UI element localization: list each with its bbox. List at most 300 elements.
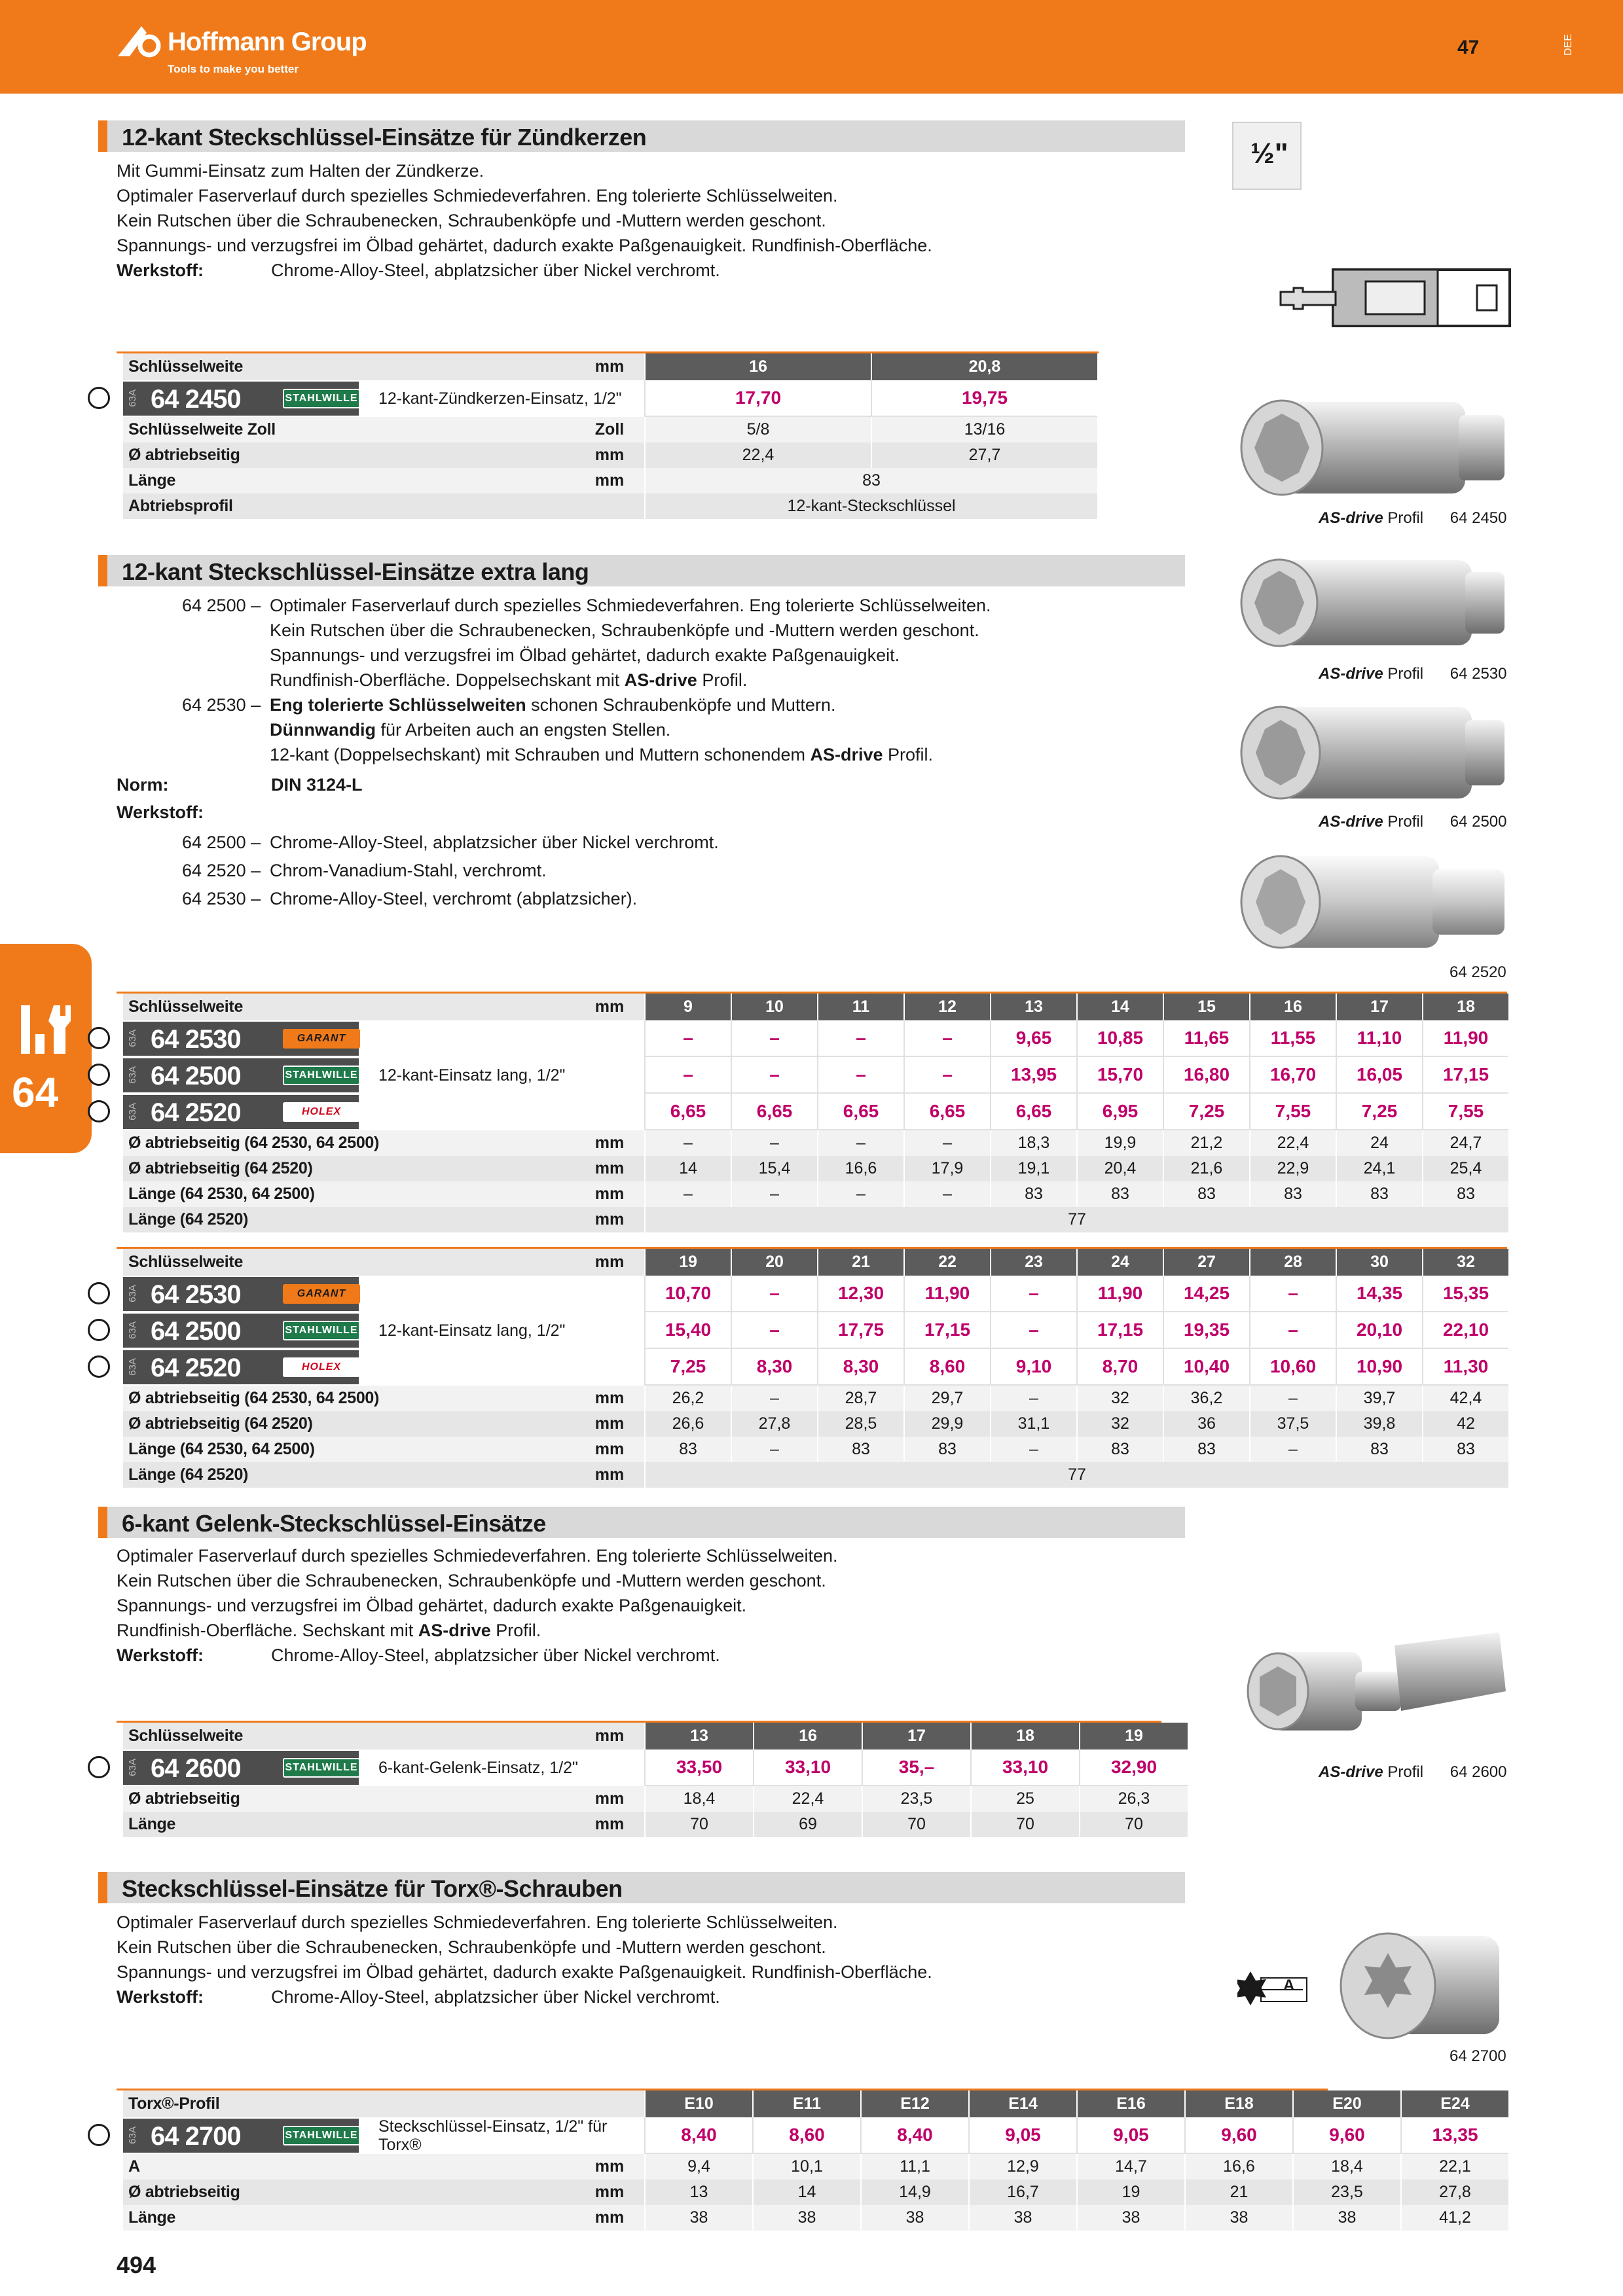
spec-unit: mm (575, 2205, 644, 2231)
select-radio[interactable] (88, 1064, 110, 1086)
caption-642600 (1319, 1763, 1507, 1782)
price-cell[interactable]: – (731, 1020, 817, 1057)
price-cell[interactable]: 33,10 (970, 1749, 1079, 1786)
spec-value: 42 (1422, 1411, 1508, 1437)
spec-label: Länge (64 2520) (123, 1207, 575, 1232)
spec-value: 18,4 (644, 1786, 753, 1812)
table-header-row (117, 994, 1507, 1020)
spec-value: 24 (1336, 1130, 1422, 1156)
price-cell[interactable]: 15,70 (1076, 1057, 1163, 1094)
s4-description (117, 1910, 932, 2009)
price-cell[interactable]: – (1249, 1312, 1336, 1349)
product-description: 12-kant-Einsatz lang, 1/2" (378, 1066, 566, 1085)
spec-row (117, 1156, 1507, 1181)
product-row[interactable] (117, 1349, 1507, 1386)
spark-plug-socket-drawing (1274, 262, 1515, 334)
caption-article-number: 64 2600 (1450, 1763, 1507, 1781)
spec-unit: mm (575, 1462, 644, 1488)
spec-label: Ø abtriebseitig (64 2520) (123, 1411, 575, 1437)
article-number-box (123, 2119, 359, 2153)
spec-unit (575, 493, 644, 519)
drive-size: ½" (1250, 137, 1288, 170)
logo-text: Hoffmann Group (168, 27, 367, 56)
price-cell[interactable]: 17,15 (1422, 1057, 1508, 1094)
note-text: Chrome-Alloy-Steel, abplatzsicher über Nickel verchromt. (270, 833, 719, 852)
language-code: DEE (1563, 34, 1574, 56)
spec-value: 83 (903, 1437, 990, 1462)
price-cell[interactable]: – (1249, 1276, 1336, 1312)
price-cell[interactable]: 8,30 (731, 1349, 817, 1386)
size-header: 30 (1336, 1249, 1422, 1276)
size-header: 16 (1249, 994, 1336, 1020)
price-cell[interactable]: 20,10 (1336, 1312, 1422, 1349)
s2-note-642500 (182, 593, 991, 618)
spec-value: – (1249, 1437, 1336, 1462)
price-cell[interactable]: – (644, 1020, 731, 1057)
spec-value: 83 (644, 468, 1097, 493)
spec-value: 16,6 (817, 1156, 903, 1181)
brand-logo: STAHLWILLE (283, 1758, 360, 1778)
spec-row (117, 1786, 1161, 1812)
spec-label: Ø abtriebseitig (64 2530, 64 2500) (123, 1130, 575, 1156)
spec-row (117, 1812, 1161, 1837)
brand-logo: GARANT (283, 1284, 360, 1304)
spec-value: 28,5 (817, 1411, 903, 1437)
spec-value: 24,7 (1422, 1130, 1508, 1156)
price-cell[interactable]: 14,25 (1163, 1276, 1249, 1312)
header-unit: mm (575, 353, 644, 380)
spec-value: 83 (1076, 1437, 1163, 1462)
torx-profile-icon (1237, 1967, 1309, 2013)
spec-row (117, 1207, 1507, 1232)
socket-image-642450 (1236, 395, 1511, 500)
price-cell[interactable]: 33,10 (753, 1749, 862, 1786)
note-number: 64 2500 – (182, 596, 261, 615)
spec-row (117, 2179, 1471, 2205)
spec-value: – (903, 1130, 990, 1156)
werkstoff-item (182, 858, 719, 883)
price-cell[interactable]: 16,70 (1249, 1057, 1336, 1094)
note-text: Chrome-Alloy-Steel, verchromt (abplatzsicher). (270, 889, 638, 908)
spec-value: 23,5 (862, 1786, 970, 1812)
price-cell[interactable]: 6,65 (817, 1094, 903, 1130)
product-description: 6-kant-Gelenk-Einsatz, 1/2" (378, 1759, 578, 1777)
spec-unit: mm (575, 2154, 644, 2179)
torx-socket-image (1336, 1927, 1506, 2045)
price-cell[interactable]: 10,90 (1336, 1349, 1422, 1386)
price-cell[interactable]: 16,05 (1336, 1057, 1422, 1094)
price-cell[interactable]: – (644, 1057, 731, 1094)
spec-label: Länge (123, 468, 575, 493)
price-cell[interactable]: 6,65 (644, 1094, 731, 1130)
s1-line: Mit Gummi-Einsatz zum Halten der Zündkerze. (117, 161, 484, 181)
price-cell[interactable]: 7,25 (1336, 1094, 1422, 1130)
spec-row (117, 493, 1099, 519)
price-cell[interactable]: 17,75 (817, 1312, 903, 1349)
note-number: 64 2530 – (182, 889, 261, 908)
caption-642500 (1319, 813, 1507, 831)
price-cell[interactable]: 16,80 (1163, 1057, 1249, 1094)
spec-unit: mm (575, 1207, 644, 1232)
spec-value: 77 (644, 1462, 1508, 1488)
size-header: E10 (644, 2090, 752, 2117)
spec-row (117, 2205, 1471, 2231)
norm-value: DIN 3124-L (271, 775, 363, 795)
spec-value: 12-kant-Steckschlüssel (644, 493, 1097, 519)
s1-line: Kein Rutschen über die Schraubenecken, Schraubenköpfe und -Muttern werden geschont. (117, 211, 826, 230)
select-radio[interactable] (88, 1319, 110, 1341)
spec-value: 26,3 (1079, 1786, 1188, 1812)
spec-label: Ø abtriebseitig (123, 2179, 575, 2205)
price-cell[interactable]: 11,90 (1076, 1276, 1163, 1312)
price-cell[interactable]: 7,55 (1422, 1094, 1508, 1130)
product-row[interactable] (117, 1276, 1507, 1312)
price-cell[interactable]: 13,95 (990, 1057, 1076, 1094)
spec-unit: mm (575, 1812, 644, 1837)
caption-642450 (1319, 509, 1507, 528)
table-extra-lang-a (117, 994, 1507, 1232)
spec-value: 83 (817, 1437, 903, 1462)
logo-tagline: Tools to make you better (168, 63, 299, 75)
note-bold: Dünnwandig (270, 720, 376, 740)
size-header: E12 (860, 2090, 968, 2117)
price-cell[interactable]: 9,05 (1076, 2117, 1184, 2154)
price-cell[interactable]: 8,70 (1076, 1349, 1163, 1386)
spec-value: 83 (1336, 1181, 1422, 1207)
size-header: 9 (644, 994, 731, 1020)
size-header: 18 (1422, 994, 1508, 1020)
select-radio[interactable] (88, 1027, 110, 1049)
drive-size-box (1232, 122, 1302, 190)
spec-row (117, 417, 1099, 442)
spec-unit: mm (575, 1437, 644, 1462)
price-cell[interactable]: 11,90 (903, 1276, 990, 1312)
price-cell[interactable]: 9,65 (990, 1020, 1076, 1057)
price-cell[interactable]: 11,30 (1422, 1349, 1508, 1386)
spec-value: 26,6 (644, 1411, 731, 1437)
price-cell[interactable]: 11,55 (1249, 1020, 1336, 1057)
price-cell[interactable]: 19,35 (1163, 1312, 1249, 1349)
price-cell[interactable]: – (731, 1312, 817, 1349)
header-label: Schlüsselweite (123, 1723, 575, 1749)
header-label: Schlüsselweite (123, 1249, 575, 1276)
spec-value: – (731, 1437, 817, 1462)
spec-label: Länge (64 2520) (123, 1462, 575, 1488)
note-text: Kein Rutschen über die Schraubenecken, Schraubenköpfe und -Muttern werden geschont. (270, 620, 979, 640)
size-header: 19 (1079, 1723, 1188, 1749)
ga-code: 63A (127, 1759, 138, 1776)
price-cell[interactable]: 8,60 (752, 2117, 860, 2154)
price-cell[interactable]: 7,25 (644, 1349, 731, 1386)
size-header: E16 (1076, 2090, 1184, 2117)
price-cell[interactable]: 8,30 (817, 1349, 903, 1386)
ga-code: 63A (127, 1103, 138, 1121)
table-torx (117, 2090, 1478, 2231)
article-number: 64 2530 (151, 1280, 241, 1309)
s2-werkstoff-label: Werkstoff: (117, 802, 204, 822)
spec-value: 39,7 (1336, 1386, 1422, 1411)
s4-line: Optimaler Faserverlauf durch spezielles Schmiedeverfahren. Eng tolerierte Schlüsselweiten. (117, 1912, 838, 1932)
select-radio[interactable] (88, 1282, 110, 1304)
brand-logo: STAHLWILLE (283, 1066, 360, 1085)
spec-value: 18,3 (990, 1130, 1076, 1156)
spec-unit: mm (575, 2179, 644, 2205)
select-radio[interactable] (88, 387, 110, 409)
price-cell[interactable]: 8,40 (860, 2117, 968, 2154)
note-number: 64 2520 – (182, 861, 261, 880)
table-extra-lang-b (117, 1249, 1507, 1488)
spec-label: A (123, 2154, 575, 2179)
price-cell[interactable]: – (990, 1312, 1076, 1349)
product-row[interactable] (117, 380, 1099, 417)
norm-label: Norm: (117, 775, 169, 795)
spec-value: 83 (1163, 1181, 1249, 1207)
price-cell[interactable]: 7,55 (1249, 1094, 1336, 1130)
price-cell[interactable]: 9,60 (1184, 2117, 1292, 2154)
s3-line: Optimaler Faserverlauf durch spezielles Schmiedeverfahren. Eng tolerierte Schlüsselweiten. (117, 1546, 838, 1566)
spec-value: 21,2 (1163, 1130, 1249, 1156)
size-header: E20 (1292, 2090, 1400, 2117)
spec-value: 70 (862, 1812, 970, 1837)
product-description: Steckschlüssel-Einsatz, 1/2" für Torx® (378, 2117, 608, 2154)
price-cell[interactable]: – (817, 1020, 903, 1057)
size-header: 14 (1076, 994, 1163, 1020)
price-cell[interactable]: 6,65 (990, 1094, 1076, 1130)
spec-value: 69 (753, 1812, 862, 1837)
header-unit (575, 2090, 644, 2117)
spec-value: 38 (968, 2205, 1076, 2231)
spec-value: 11,1 (860, 2154, 968, 2179)
price-cell[interactable]: 15,35 (1422, 1276, 1508, 1312)
price-cell[interactable]: 10,60 (1249, 1349, 1336, 1386)
price-cell[interactable]: – (903, 1020, 990, 1057)
select-radio[interactable] (88, 1100, 110, 1122)
spec-value: 38 (644, 2205, 752, 2231)
price-cell[interactable]: 11,10 (1336, 1020, 1422, 1057)
product-row[interactable] (117, 1094, 1507, 1130)
price-cell[interactable]: 6,65 (731, 1094, 817, 1130)
ga-code: 63A (127, 2126, 138, 2144)
s1-line: Optimaler Faserverlauf durch spezielles Schmiedeverfahren. Eng tolerierte Schlüsselweiten. (117, 186, 838, 206)
spec-value: 70 (644, 1812, 753, 1837)
price-cell[interactable]: 35,– (862, 1749, 970, 1786)
spec-label: Ø abtriebseitig (123, 1786, 575, 1812)
price-cell[interactable]: 17,15 (903, 1312, 990, 1349)
werkstoff-item (182, 830, 719, 855)
caption-642520: 64 2520 (1450, 963, 1506, 981)
s3-line (117, 1618, 838, 1643)
spec-value: 14,9 (860, 2179, 968, 2205)
product-row[interactable] (117, 1057, 1507, 1094)
spec-value: 12,9 (968, 2154, 1076, 2179)
size-header: 19 (644, 1249, 731, 1276)
s4-line: Spannungs- und verzugsfrei im Ölbad gehärtet, dadurch exakte Paßgenauigkeit. Rundfinish-Oberfläche. (117, 1962, 932, 1982)
product-description: 12-kant-Einsatz lang, 1/2" (378, 1321, 566, 1340)
spec-unit: mm (575, 1156, 644, 1181)
as-drive-label: AS-drive (1319, 509, 1383, 527)
price-cell[interactable]: – (817, 1057, 903, 1094)
ga-code: 63A (127, 1358, 138, 1376)
select-radio[interactable] (88, 1756, 110, 1778)
spec-unit: mm (575, 1786, 644, 1812)
price-cell[interactable]: – (903, 1057, 990, 1094)
article-number-box (123, 1751, 359, 1785)
price-cell[interactable]: 9,05 (968, 2117, 1076, 2154)
spec-value: – (903, 1181, 990, 1207)
price-cell[interactable]: 32,90 (1079, 1749, 1188, 1786)
price-cell[interactable]: – (731, 1276, 817, 1312)
spec-value: 38 (752, 2205, 860, 2231)
price-cell[interactable]: 10,85 (1076, 1020, 1163, 1057)
spec-value: 27,7 (871, 442, 1097, 468)
spec-value: 83 (1249, 1181, 1336, 1207)
price-cell[interactable]: 11,65 (1163, 1020, 1249, 1057)
note-text: schonen Schraubenköpfe und Muttern. (526, 695, 836, 715)
socket-image-642520 (1236, 850, 1511, 954)
brand-logo: GARANT (283, 1029, 360, 1049)
price-cell[interactable]: 19,75 (871, 380, 1097, 417)
as-drive-bold: AS-drive (624, 670, 697, 690)
werkstoff-value: Chrome-Alloy-Steel, abplatzsicher über Nickel verchromt. (271, 1987, 720, 2007)
price-cell[interactable]: 10,70 (644, 1276, 731, 1312)
product-row[interactable] (117, 2117, 1478, 2154)
spec-value: 21 (1184, 2179, 1292, 2205)
s3-line: Spannungs- und verzugsfrei im Ölbad gehärtet, dadurch exakte Paßgenauigkeit. (117, 1596, 747, 1615)
size-header: 27 (1163, 1249, 1249, 1276)
table-zuendkerzen (117, 353, 1099, 519)
price-cell[interactable]: 17,15 (1076, 1312, 1163, 1349)
size-header: 20 (731, 1249, 817, 1276)
hoffmann-logo-icon (115, 24, 168, 59)
socket-image-642500 (1236, 700, 1511, 805)
header-label: Schlüsselweite (123, 353, 575, 380)
spec-label: Länge (123, 1812, 575, 1837)
spec-value: 28,7 (817, 1386, 903, 1411)
spec-value: 77 (644, 1207, 1508, 1232)
note-text (182, 742, 991, 767)
spec-value: 42,4 (1422, 1386, 1508, 1411)
size-header: 17 (862, 1723, 970, 1749)
spec-value: 15,4 (731, 1156, 817, 1181)
spec-label: Abtriebsprofil (123, 493, 575, 519)
spec-value: 26,2 (644, 1386, 731, 1411)
page-header (0, 0, 1623, 94)
ga-code: 63A (127, 1285, 138, 1302)
size-header: 16 (753, 1723, 862, 1749)
spec-value: 29,9 (903, 1411, 990, 1437)
price-cell[interactable]: 8,60 (903, 1349, 990, 1386)
section-header-torx (98, 1872, 1185, 1903)
article-number: 64 2600 (151, 1754, 241, 1783)
price-cell[interactable]: 14,35 (1336, 1276, 1422, 1312)
header-unit: mm (575, 1249, 644, 1276)
spec-value: 37,5 (1249, 1411, 1336, 1437)
s3-description (117, 1543, 838, 1668)
spec-value: 16,6 (1184, 2154, 1292, 2179)
size-header: 22 (903, 1249, 990, 1276)
brand-logo: STAHLWILLE (283, 389, 360, 408)
spec-value: 70 (970, 1812, 1079, 1837)
price-cell[interactable]: 22,10 (1422, 1312, 1508, 1349)
text-part: Rundfinish-Oberfläche. Sechskant mit (117, 1621, 418, 1640)
product-row[interactable] (117, 1749, 1161, 1786)
spec-value: 18,4 (1292, 2154, 1400, 2179)
spec-unit: Zoll (575, 417, 644, 442)
price-cell[interactable]: 9,60 (1292, 2117, 1400, 2154)
size-header: E24 (1400, 2090, 1508, 2117)
price-cell[interactable]: – (990, 1276, 1076, 1312)
spec-value: 83 (1076, 1181, 1163, 1207)
price-cell[interactable]: 17,70 (644, 380, 871, 417)
header-unit: mm (575, 1723, 644, 1749)
caption-642700: 64 2700 (1450, 2047, 1506, 2065)
werkstoff-value: Chrome-Alloy-Steel, abplatzsicher über Nickel verchromt. (271, 260, 720, 280)
chapter-number: 64 (12, 1069, 59, 1116)
article-number: 64 2450 (151, 385, 241, 414)
price-cell[interactable]: 12,30 (817, 1276, 903, 1312)
spec-row (117, 1437, 1507, 1462)
price-cell[interactable]: 33,50 (644, 1749, 753, 1786)
price-cell[interactable]: – (731, 1057, 817, 1094)
s2-notes (182, 593, 991, 767)
select-radio[interactable] (88, 1355, 110, 1378)
spec-value: 25 (970, 1786, 1079, 1812)
product-row[interactable] (117, 1020, 1507, 1057)
price-cell[interactable]: 13,35 (1400, 2117, 1508, 2154)
price-cell[interactable]: 15,40 (644, 1312, 731, 1349)
spec-unit: mm (575, 468, 644, 493)
spec-row (117, 1462, 1507, 1488)
price-cell[interactable]: 10,40 (1163, 1349, 1249, 1386)
spec-value: 29,7 (903, 1386, 990, 1411)
price-cell[interactable]: 7,25 (1163, 1094, 1249, 1130)
wrench-icon (17, 1001, 73, 1058)
price-cell[interactable]: 9,10 (990, 1349, 1076, 1386)
size-header: E11 (752, 2090, 860, 2117)
price-cell[interactable]: 11,90 (1422, 1020, 1508, 1057)
product-row[interactable] (117, 1312, 1507, 1349)
spec-value: 32 (1076, 1411, 1163, 1437)
size-header: E14 (968, 2090, 1076, 2117)
spec-value: 17,9 (903, 1156, 990, 1181)
header-label: Torx®-Profil (123, 2090, 575, 2117)
spec-label: Ø abtriebseitig (64 2520) (123, 1156, 575, 1181)
spec-value: 22,4 (753, 1786, 862, 1812)
price-cell[interactable]: 8,40 (644, 2117, 752, 2154)
as-drive-label: AS-drive (1319, 813, 1383, 831)
as-drive-bold: AS-drive (810, 745, 883, 764)
spec-value: 22,9 (1249, 1156, 1336, 1181)
spec-value: 23,5 (1292, 2179, 1400, 2205)
ga-code: 63A (127, 389, 138, 407)
spec-value: 38 (1076, 2205, 1184, 2231)
price-cell[interactable]: 6,95 (1076, 1094, 1163, 1130)
select-radio[interactable] (88, 2124, 110, 2146)
s4-line: Kein Rutschen über die Schraubenecken, Schraubenköpfe und -Muttern werden geschont. (117, 1937, 826, 1957)
spec-row (117, 1411, 1507, 1437)
section-header-zuendkerzen (98, 120, 1185, 152)
article-number-box (123, 1095, 359, 1129)
section-accent-bar (98, 1872, 107, 1903)
article-number-box (123, 1022, 359, 1056)
article-number-box (123, 1277, 359, 1311)
price-cell[interactable]: 6,65 (903, 1094, 990, 1130)
size-header: 16 (644, 353, 871, 380)
product-description: 12-kant-Zündkerzen-Einsatz, 1/2" (378, 389, 622, 408)
note-text: Optimaler Faserverlauf durch spezielles Schmiedeverfahren. Eng tolerierte Schlüsselweiten. (270, 596, 991, 615)
note-bold: Eng tolerierte Schlüsselweiten (270, 695, 526, 715)
size-header: 18 (970, 1723, 1079, 1749)
